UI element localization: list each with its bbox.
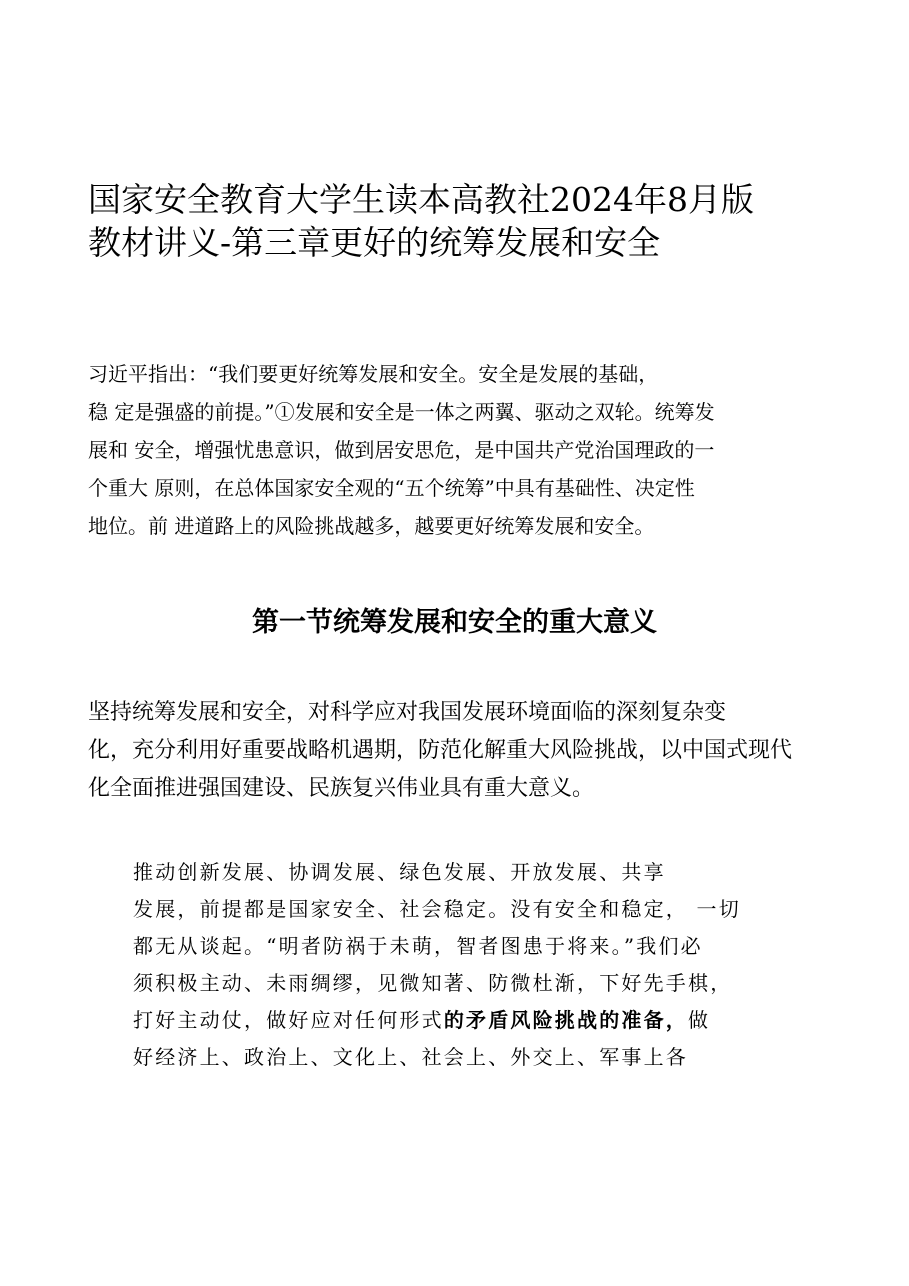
body-paragraph-2-bold-text: 的矛盾风险挑战的准备，: [443, 1008, 689, 1032]
body-paragraph-2: [133, 854, 793, 1076]
body-paragraph-1: 坚持统筹发展和安全，对科学应对我国发展环境面临的深刻复杂变 化，充分利用好重要战略机遇期，防范化解重大风险挑战，以中国式现代 化全面推进强国建设、民族复兴伟业具有重大意义。: [88, 700, 793, 801]
document-title: 国家安全教育大学生读本高教社2024年8月版 教材讲义-第三章更好的统筹发展和安全: [88, 180, 754, 262]
section-heading: 第一节统筹发展和安全的重大意义: [252, 607, 657, 638]
intro-paragraph: 习近平指出：“我们要更好统筹发展和安全。安全是发展的基础， 稳 定是强盛的前提。”①发展和安全是一体之两翼、驱动之双轮。统筹发 展和 安全，增强忧患意识，做到居安思危，是中国共产党治国理政的一 个重大 原则，在总体国家安全观的“五个统筹”中具有基础性、决定性 地位。前 进道路上的风险挑战越多，越要更好统筹发展和安全。: [88, 362, 715, 538]
body-paragraph-2-text-start: 推动创新发展、协调发展、绿色发展、开放发展、共享 发展，前提都是国家安全、社会稳定。没有安全和稳定， 一切 都无从谈起。“明者防祸于未萌，智者图患于将来。”我们必 须积极主动、未雨绸缪，见微知著、防微杜渐，下好先手棋， 打好主动仗，做好应对任何形式: [133, 860, 741, 1032]
body-paragraph-2-text-end: 做 好经济上、政治上、文化上、社会上、外交上、军事上各: [133, 1008, 711, 1069]
